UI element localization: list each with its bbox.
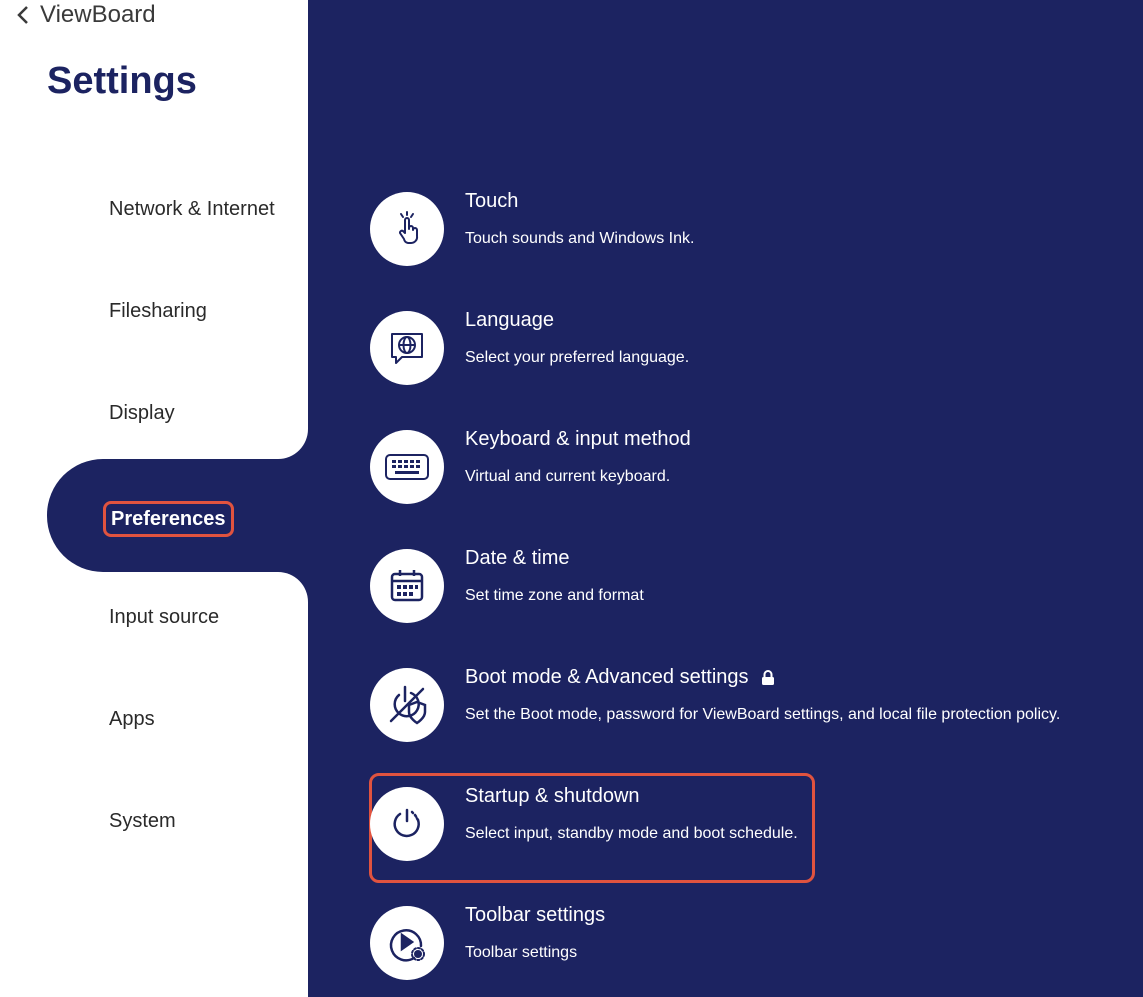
- item-title: Toolbar settings: [465, 904, 606, 926]
- sidebar-item-network[interactable]: Network & Internet: [109, 198, 275, 220]
- sidebar-item-filesharing[interactable]: Filesharing: [109, 300, 207, 322]
- power-icon: [370, 787, 444, 861]
- sidebar-item-system[interactable]: System: [109, 810, 176, 832]
- item-title: Keyboard & input method: [465, 428, 691, 450]
- sidebar-item-input-source[interactable]: Input source: [109, 606, 220, 628]
- sidebar-item-apps[interactable]: Apps: [109, 708, 155, 730]
- item-description: Select your preferred language.: [465, 349, 690, 366]
- touch-icon: [370, 192, 444, 266]
- item-title: Boot mode & Advanced settings: [465, 666, 749, 688]
- item-description: Toolbar settings: [465, 944, 578, 961]
- item-description: Set the Boot mode, password for ViewBoard settings, and local file protection policy.: [465, 706, 1061, 723]
- item-description: Touch sounds and Windows Ink.: [465, 230, 695, 247]
- item-title: Touch: [465, 190, 519, 212]
- keyboard-icon: [370, 430, 444, 504]
- boot-mode-icon: [370, 668, 444, 742]
- setting-item-keyboard[interactable]: [370, 430, 1110, 504]
- item-description: Select input, standby mode and boot schedule.: [465, 825, 798, 842]
- back-label: ViewBoard: [40, 1, 156, 28]
- language-icon: [370, 311, 444, 385]
- sidebar-item-display[interactable]: Display: [109, 402, 175, 424]
- setting-item-touch[interactable]: [370, 192, 1110, 266]
- page-title: Settings: [47, 60, 197, 102]
- calendar-icon: [370, 549, 444, 623]
- setting-item-startup-shutdown[interactable]: [370, 787, 1110, 861]
- item-title: Language: [465, 309, 554, 331]
- setting-item-date-time[interactable]: [370, 549, 1110, 623]
- item-description: Set time zone and format: [465, 587, 644, 604]
- setting-item-boot-mode[interactable]: [370, 668, 1110, 742]
- item-description: Virtual and current keyboard.: [465, 468, 671, 485]
- lock-icon: [761, 670, 775, 686]
- item-title: Startup & shutdown: [465, 785, 640, 807]
- setting-item-toolbar[interactable]: [370, 906, 1110, 980]
- toolbar-icon: [370, 906, 444, 980]
- sidebar-item-preferences[interactable]: Preferences: [103, 501, 234, 537]
- setting-item-language[interactable]: [370, 311, 1110, 385]
- chevron-left-icon: [16, 5, 30, 25]
- back-button[interactable]: [16, 2, 156, 28]
- item-title: Date & time: [465, 547, 570, 569]
